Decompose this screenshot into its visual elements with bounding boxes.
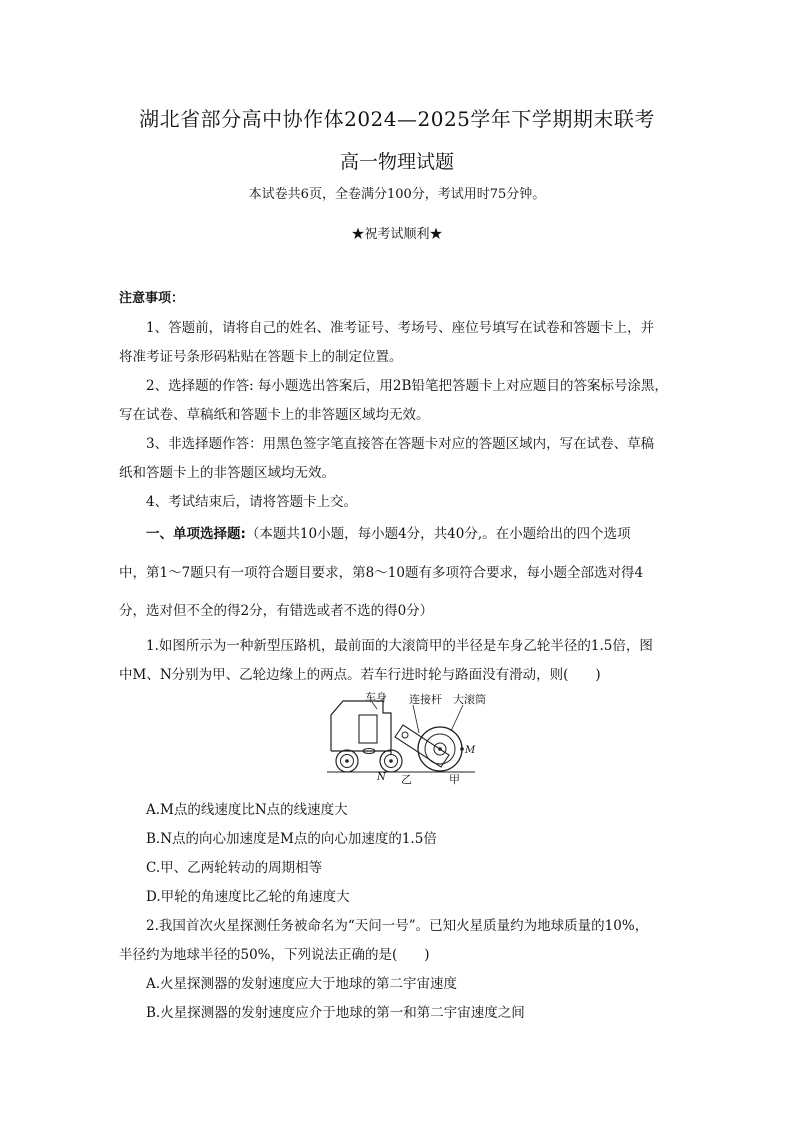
question1-option: A.M点的线速度比N点的线速度大: [146, 802, 348, 818]
exam-title: 湖北省部分高中协作体2024—2025学年下学期期末联考: [139, 107, 655, 131]
section1-line1: [146, 522, 631, 542]
section1-line2: 中，第1～7题只有一项符合题目要求，第8～10题有多项符合要求，每小题全部选对得4: [119, 565, 644, 581]
road-roller-figure: [325, 689, 495, 787]
question1-option: D.甲轮的角速度比乙轮的角速度大: [146, 889, 350, 905]
exam-wish: ★祝考试顺利★: [351, 227, 443, 242]
section1-instructions: （本题共10小题，每小题4分，共40分,。在小题给出的四个选项: [245, 526, 631, 542]
question2-stem: 2.我国首次火星探测任务被命名为“天问一号”。已知火星质量约为地球质量的10%，: [146, 918, 649, 934]
figure-label-jia: 甲: [449, 773, 460, 786]
figure-label-body: 车身: [365, 691, 387, 704]
figure-label-yi: 乙: [401, 773, 412, 786]
question2-stem: 半径约为地球半径的50%，下列说法正确的是( ): [119, 947, 430, 963]
notes-line: 写在试卷、草稿纸和答题卡上的非答题区域均无效。: [119, 407, 430, 423]
question1-option: C.甲、乙两轮转动的周期相等: [146, 860, 323, 876]
exam-meta: 本试卷共6页，全卷满分100分，考试用时75分钟。: [248, 187, 546, 202]
notes-line: 纸和答题卡上的非答题区域均无效。: [119, 465, 335, 481]
question2-option: A.火星探测器的发射速度应大于地球的第二宇宙速度: [146, 976, 458, 992]
section1-label: 一、单项选择题:: [146, 526, 246, 542]
question2-option: B.火星探测器的发射速度应介于地球的第一和第二宇宙速度之间: [146, 1005, 525, 1021]
question1-stem: 中M、N分别为甲、乙轮边缘上的两点。若车行进时轮与路面没有滑动，则( ): [119, 667, 601, 683]
notes-line: 2、选择题的作答: 每小题选出答案后，用2B铅笔把答题卡上对应题目的答案标号涂黑，: [146, 378, 668, 394]
notes-line: 3、非选择题作答：用黑色签字笔直接答在答题卡对应的答题区域内，写在试卷、草稿: [146, 436, 655, 452]
notes-line: 4、考试结束后，请将答题卡上交。: [146, 494, 358, 510]
figure-label-rod: 连接杆: [409, 693, 442, 706]
figure-label-m: M: [465, 745, 476, 756]
notes-line: 1、答题前，请将自己的姓名、准考证号、考场号、座位号填写在试卷和答题卡上，并: [146, 320, 655, 336]
exam-subtitle: 高一物理试题: [339, 151, 454, 173]
notes-line: 将准考证号条形码粘贴在答题卡上的制定位置。: [119, 349, 403, 365]
question1-stem: 1.如图所示为一种新型压路机，最前面的大滚筒甲的半径是车身乙轮半径的1.5倍，图: [146, 638, 653, 654]
question1-option: B.N点的向心加速度是M点的向心加速度的1.5倍: [146, 831, 437, 847]
figure-label-n: N: [377, 772, 386, 783]
notes-heading: 注意事项：: [119, 291, 185, 306]
figure-label-drum: 大滚筒: [453, 693, 486, 706]
section1-line3: 分，选对但不全的得2分，有错选或者不选的得0分）: [119, 603, 434, 619]
